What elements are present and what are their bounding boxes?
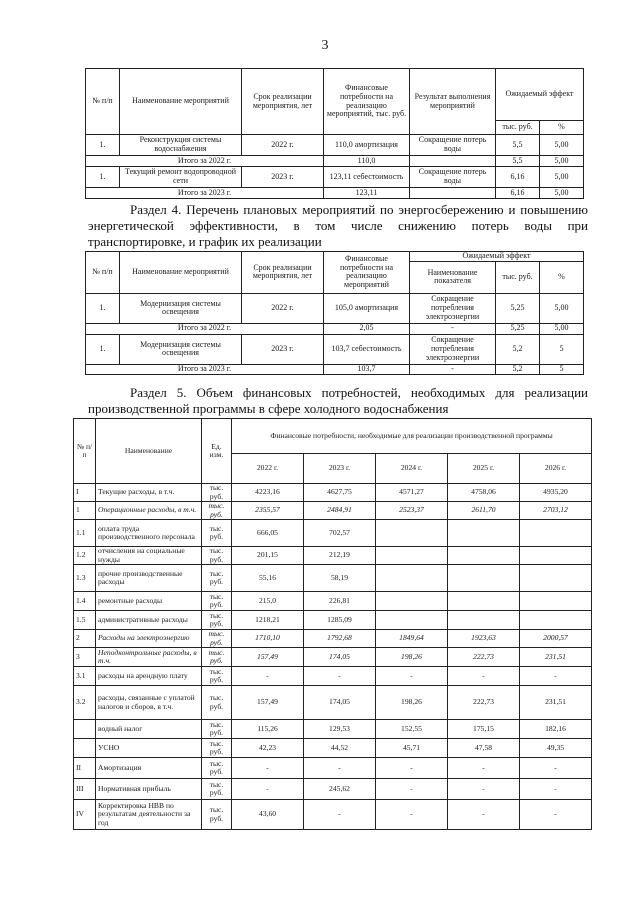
- cell: 2022 г.: [242, 135, 324, 156]
- cell: -: [376, 667, 448, 686]
- cell: 5,00: [540, 167, 584, 188]
- table-row: [74, 520, 592, 547]
- table-row: [74, 800, 592, 830]
- cell: отчисления на социальные нужды: [96, 547, 202, 565]
- cell: [520, 611, 592, 630]
- cell: [448, 520, 520, 547]
- cell: 1.: [86, 293, 120, 323]
- cell: 58,19: [304, 565, 376, 592]
- cell: тыс. руб.: [202, 739, 232, 758]
- cell: 2023 г.: [242, 334, 324, 364]
- cell: 103,7: [324, 364, 410, 374]
- section-5-title: Раздел 5. Объем финансовых потребностей, необходимых для реализации производственной программы в сфере холодного водоснабжения: [88, 385, 588, 416]
- cell: -: [376, 800, 448, 830]
- cell: Сокращение потребления электроэнергии: [410, 293, 496, 323]
- cell: 702,57: [304, 520, 376, 547]
- table-row: [86, 334, 584, 364]
- cell: -: [304, 800, 376, 830]
- cell: -: [376, 779, 448, 800]
- cell: 152,55: [376, 720, 448, 739]
- cell: [448, 565, 520, 592]
- cell: 182,16: [520, 720, 592, 739]
- cell: 2023 г.: [242, 167, 324, 188]
- cell: 1.: [86, 167, 120, 188]
- cell: 1.1: [74, 520, 96, 547]
- cell: 1.4: [74, 592, 96, 611]
- cell: 47,58: [448, 739, 520, 758]
- cell: -: [520, 667, 592, 686]
- cell: Реконструкция системы водоснабжения: [120, 135, 242, 156]
- cell: 4571,27: [376, 484, 448, 502]
- header-cell: Ожидаемый эффект: [496, 69, 584, 121]
- cell: расходы на арендную плату: [96, 667, 202, 686]
- financial-needs-table: [73, 418, 592, 830]
- year-header: 2022 г.: [232, 454, 304, 484]
- cell: 5: [540, 364, 584, 374]
- cell: тыс. руб.: [202, 648, 232, 667]
- header-cell: Наименование мероприятий: [120, 69, 242, 135]
- table-row: [86, 135, 584, 156]
- table-row: [74, 630, 592, 648]
- cell: 174,05: [304, 686, 376, 720]
- cell: [520, 547, 592, 565]
- cell: тыс. руб.: [202, 520, 232, 547]
- cell: 157,49: [232, 686, 304, 720]
- header-cell: № п/п: [86, 69, 120, 135]
- cell: -: [376, 758, 448, 779]
- table-row: [86, 188, 584, 199]
- year-header: 2023 г.: [304, 454, 376, 484]
- cell: 215,0: [232, 592, 304, 611]
- total-label: Итого за 2022 г.: [86, 156, 324, 167]
- cell: тыс. руб.: [202, 686, 232, 720]
- table-row: [74, 592, 592, 611]
- cell: -: [232, 667, 304, 686]
- cell: 43,60: [232, 800, 304, 830]
- cell: [520, 592, 592, 611]
- total-label: Итого за 2023 г.: [86, 188, 324, 199]
- cell: прочие производственные расходы: [96, 565, 202, 592]
- cell: тыс. руб.: [202, 758, 232, 779]
- cell: 198,26: [376, 648, 448, 667]
- cell: 212,19: [304, 547, 376, 565]
- header-cell: Срок реализации мероприятия, лет: [242, 69, 324, 135]
- cell: Модернизация системы освещения: [120, 293, 242, 323]
- cell: 5,00: [540, 156, 584, 167]
- cell: 123,11 себестоимость: [324, 167, 410, 188]
- cell: 6,16: [496, 188, 540, 199]
- cell: 5,25: [496, 293, 540, 323]
- table-row: [74, 648, 592, 667]
- cell: 115,26: [232, 720, 304, 739]
- cell: 5,5: [496, 156, 540, 167]
- cell: 110,0: [324, 156, 410, 167]
- cell: [448, 611, 520, 630]
- cell: 175,15: [448, 720, 520, 739]
- cell: [74, 720, 96, 739]
- cell: -: [520, 758, 592, 779]
- cell: 3: [74, 648, 96, 667]
- table-row: [86, 293, 584, 323]
- header-cell: Ожидаемый эффект: [410, 252, 584, 262]
- cell: тыс. руб.: [202, 547, 232, 565]
- cell: 3.1: [74, 667, 96, 686]
- cell: 103,7 себестоимость: [324, 334, 410, 364]
- table-row: [86, 323, 584, 334]
- header-cell: № п/п: [86, 252, 120, 294]
- cell: тыс. руб.: [202, 565, 232, 592]
- cell: 42,23: [232, 739, 304, 758]
- cell: 1.2: [74, 547, 96, 565]
- cell: Сокращение потерь воды: [410, 135, 496, 156]
- cell: -: [448, 800, 520, 830]
- cell: [74, 739, 96, 758]
- cell: 222,73: [448, 686, 520, 720]
- cell: 2355,57: [232, 502, 304, 520]
- header-cell: Наименование мероприятий: [120, 252, 242, 294]
- cell: -: [410, 364, 496, 374]
- cell: 55,16: [232, 565, 304, 592]
- cell: I: [74, 484, 96, 502]
- cell: 666,05: [232, 520, 304, 547]
- cell: 105,0 амортизация: [324, 293, 410, 323]
- cell: [448, 592, 520, 611]
- cell: 110,0 амортизация: [324, 135, 410, 156]
- cell: тыс. руб.: [202, 779, 232, 800]
- cell: 1710,10: [232, 630, 304, 648]
- cell: -: [410, 323, 496, 334]
- year-header: 2026 г.: [520, 454, 592, 484]
- total-label: Итого за 2022 г.: [86, 323, 324, 334]
- cell: тыс. руб.: [202, 611, 232, 630]
- cell: 222,73: [448, 648, 520, 667]
- cell: [410, 188, 496, 199]
- cell: [520, 565, 592, 592]
- cell: 2,05: [324, 323, 410, 334]
- cell: тыс. руб.: [202, 800, 232, 830]
- cell: Модернизация системы освещения: [120, 334, 242, 364]
- header-cell: %: [540, 261, 584, 293]
- cell: 5,2: [496, 334, 540, 364]
- cell: 49,35: [520, 739, 592, 758]
- cell: IV: [74, 800, 96, 830]
- cell: 1218,21: [232, 611, 304, 630]
- cell: Расходы на электроэнергию: [96, 630, 202, 648]
- cell: 1285,09: [304, 611, 376, 630]
- cell: Корректировка НВВ по результатам деятельности за год: [96, 800, 202, 830]
- cell: Текущие расходы, в т.ч.: [96, 484, 202, 502]
- table-row: [86, 156, 584, 167]
- year-header: 2024 г.: [376, 454, 448, 484]
- cell: УСНО: [96, 739, 202, 758]
- total-label: Итого за 2023 г.: [86, 364, 324, 374]
- cell: административные расходы: [96, 611, 202, 630]
- cell: 6,16: [496, 167, 540, 188]
- cell: 2000,57: [520, 630, 592, 648]
- cell: 45,71: [376, 739, 448, 758]
- cell: 5,00: [540, 293, 584, 323]
- cell: -: [520, 800, 592, 830]
- cell: -: [232, 758, 304, 779]
- header-cell: Финансовые потребности на реализацию мероприятий, тыс. руб.: [324, 69, 410, 135]
- cell: Сокращение потребления электроэнергии: [410, 334, 496, 364]
- cell: 5,5: [496, 135, 540, 156]
- cell: 2: [74, 630, 96, 648]
- cell: III: [74, 779, 96, 800]
- cell: тыс. руб.: [202, 630, 232, 648]
- header-cell: Финансовые потребности, необходимые для реализации производственной программы: [232, 419, 592, 454]
- cell: -: [448, 758, 520, 779]
- cell: 1.3: [74, 565, 96, 592]
- cell: тыс. руб.: [202, 667, 232, 686]
- header-cell: Наименование показателя: [410, 261, 496, 293]
- cell: 5,00: [540, 323, 584, 334]
- cell: 1.: [86, 334, 120, 364]
- cell: 2022 г.: [242, 293, 324, 323]
- cell: оплата труда производственного персонала: [96, 520, 202, 547]
- section-4-title: Раздел 4. Перечень плановых мероприятий по энергосбережению и повышению энергетической эффективности, в том числе снижению потерь воды при транспортировке, и график их реализации: [88, 202, 588, 249]
- table-row: [74, 611, 592, 630]
- measures-table-water: [85, 68, 584, 199]
- cell: 4223,16: [232, 484, 304, 502]
- cell: 44,52: [304, 739, 376, 758]
- cell: -: [448, 779, 520, 800]
- cell: Нормативная прибыль: [96, 779, 202, 800]
- year-header: 2025 г.: [448, 454, 520, 484]
- cell: тыс. руб.: [202, 484, 232, 502]
- table-row: [74, 484, 592, 502]
- table-row: [74, 758, 592, 779]
- cell: -: [304, 667, 376, 686]
- cell: [376, 520, 448, 547]
- cell: [376, 611, 448, 630]
- measures-table-energy: [85, 251, 584, 375]
- cell: Текущий ремонт водопроводной сети: [120, 167, 242, 188]
- cell: 4758,06: [448, 484, 520, 502]
- cell: [410, 156, 496, 167]
- cell: 1.5: [74, 611, 96, 630]
- cell: 157,49: [232, 648, 304, 667]
- cell: 5: [540, 334, 584, 364]
- cell: [376, 592, 448, 611]
- cell: 129,53: [304, 720, 376, 739]
- cell: 201,15: [232, 547, 304, 565]
- table-row: [74, 547, 592, 565]
- cell: -: [232, 779, 304, 800]
- cell: Операционные расходы, в т.ч.: [96, 502, 202, 520]
- cell: 2484,91: [304, 502, 376, 520]
- cell: 4627,75: [304, 484, 376, 502]
- cell: Амортизация: [96, 758, 202, 779]
- cell: II: [74, 758, 96, 779]
- cell: 5,00: [540, 135, 584, 156]
- cell: 2611,70: [448, 502, 520, 520]
- cell: 1: [74, 502, 96, 520]
- cell: [376, 565, 448, 592]
- cell: Сокращение потерь воды: [410, 167, 496, 188]
- cell: [520, 520, 592, 547]
- table-row: [74, 739, 592, 758]
- table-row: [86, 364, 584, 374]
- header-cell: Срок реализации мероприятия, лет: [242, 252, 324, 294]
- cell: 198,26: [376, 686, 448, 720]
- cell: 2703,12: [520, 502, 592, 520]
- cell: 226,81: [304, 592, 376, 611]
- table-row: [86, 167, 584, 188]
- cell: 1792,68: [304, 630, 376, 648]
- cell: 4935,20: [520, 484, 592, 502]
- header-cell: Ед. изм.: [202, 419, 232, 484]
- table-row: [74, 667, 592, 686]
- cell: 245,62: [304, 779, 376, 800]
- cell: 5,25: [496, 323, 540, 334]
- cell: -: [520, 779, 592, 800]
- cell: водный налог: [96, 720, 202, 739]
- header-cell: Результат выполнения мероприятий: [410, 69, 496, 135]
- cell: 1923,63: [448, 630, 520, 648]
- header-cell: тыс. руб.: [496, 121, 540, 135]
- page-number: 3: [321, 38, 329, 53]
- table-row: [74, 779, 592, 800]
- header-cell: Наименование: [96, 419, 202, 484]
- table-row: [74, 565, 592, 592]
- table-row: [74, 502, 592, 520]
- cell: 3.2: [74, 686, 96, 720]
- cell: тыс. руб.: [202, 592, 232, 611]
- cell: 5,2: [496, 364, 540, 374]
- cell: -: [304, 758, 376, 779]
- table-row: [74, 720, 592, 739]
- cell: ремонтные расходы: [96, 592, 202, 611]
- cell: 174,05: [304, 648, 376, 667]
- cell: 1849,64: [376, 630, 448, 648]
- cell: -: [448, 667, 520, 686]
- cell: тыс. руб.: [202, 502, 232, 520]
- header-cell: Финансовые потребности на реализацию мероприятий: [324, 252, 410, 294]
- table-row: [74, 686, 592, 720]
- header-cell: %: [540, 121, 584, 135]
- cell: 231,51: [520, 686, 592, 720]
- cell: 5,00: [540, 188, 584, 199]
- cell: расходы, связанные с уплатой налогов и сборов, в т.ч.: [96, 686, 202, 720]
- cell: 231,51: [520, 648, 592, 667]
- cell: Неподконтрольные расходы, в т.ч.: [96, 648, 202, 667]
- cell: [376, 547, 448, 565]
- cell: 2523,37: [376, 502, 448, 520]
- header-cell: № п/п: [74, 419, 96, 484]
- cell: 123,11: [324, 188, 410, 199]
- cell: 1.: [86, 135, 120, 156]
- cell: [448, 547, 520, 565]
- header-cell: тыс. руб.: [496, 261, 540, 293]
- cell: тыс. руб.: [202, 720, 232, 739]
